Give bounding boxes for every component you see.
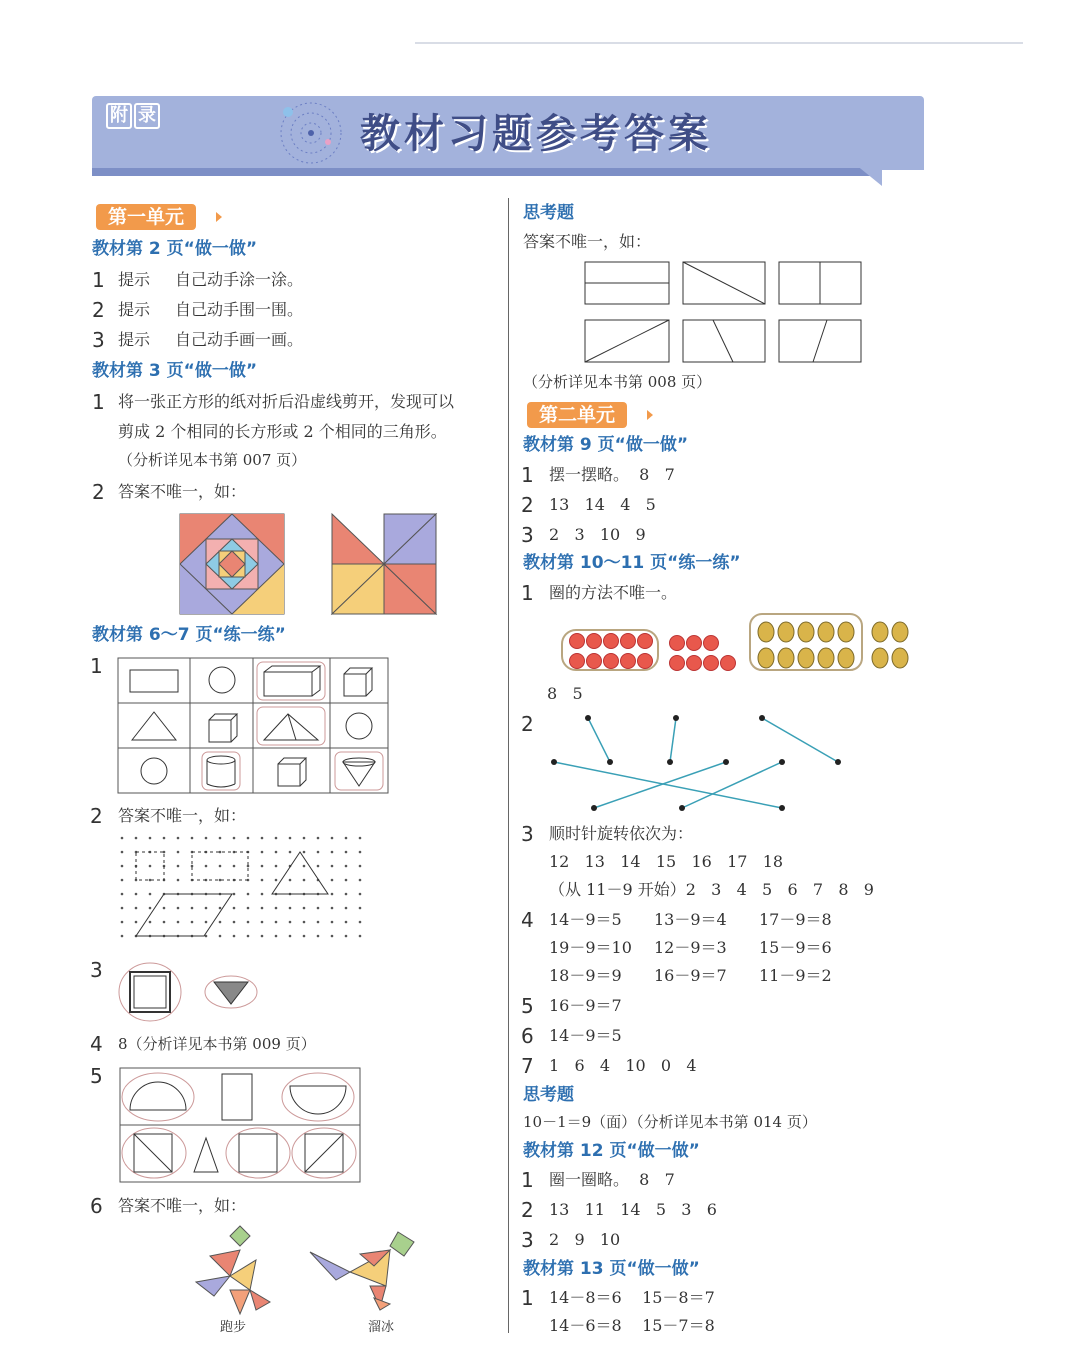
- p12-item-2-text: 13 11 14 5 3 6: [549, 1200, 717, 1219]
- p10-q4-num: 4: [521, 908, 534, 932]
- p10-q4-r1c1: 14－9＝5: [549, 910, 622, 929]
- grid-dot: [121, 921, 124, 924]
- pineapple-icon: [758, 648, 774, 668]
- grid-dot: [345, 935, 348, 938]
- dot-grid-drawings: [120, 836, 360, 948]
- grid-dot: [149, 865, 152, 868]
- apple-icon: [570, 634, 585, 649]
- grid-dot: [247, 865, 250, 868]
- p10-q4-r3c1: 18－9＝9: [549, 966, 622, 985]
- grid-dot: [275, 865, 278, 868]
- apple-icon: [687, 656, 702, 671]
- triangle-pinwheel: [332, 514, 436, 614]
- apple-icon: [621, 634, 636, 649]
- apple-icon: [687, 636, 702, 651]
- column-divider: [508, 198, 509, 1333]
- pineapple-icon: [818, 648, 834, 668]
- banner-shadow: [92, 168, 882, 176]
- heading-p6: 教材第 6～7 页“练一练”: [92, 625, 286, 645]
- grid-dot: [317, 921, 320, 924]
- pineapple-icon: [818, 622, 834, 642]
- p6-q1-num: 1: [90, 654, 103, 678]
- grid-dot: [121, 893, 124, 896]
- grid-dot: [275, 921, 278, 924]
- grid-dot: [289, 879, 292, 882]
- heading-p10: 教材第 10～11 页“练一练”: [523, 553, 741, 573]
- pineapple-icon: [758, 622, 774, 642]
- p10-q6-num: 6: [521, 1024, 534, 1048]
- grid-dot: [219, 851, 222, 854]
- grid-dot: [233, 893, 236, 896]
- grid-dot: [177, 851, 180, 854]
- grid-dot: [135, 893, 138, 896]
- grid-dot: [177, 879, 180, 882]
- grid-dot: [359, 865, 362, 868]
- p2-item-1-num: 1: [92, 268, 105, 292]
- grid-dot: [331, 851, 334, 854]
- p10-q2-num: 2: [521, 712, 534, 736]
- grid-dot: [359, 837, 362, 840]
- rectangle-division-examples: [583, 260, 867, 366]
- grid-dot: [191, 907, 194, 910]
- p10-q4-r2c2: 12－9＝3: [654, 938, 727, 957]
- grid-dot: [233, 865, 236, 868]
- grid-dot: [303, 921, 306, 924]
- grid-dot: [275, 879, 278, 882]
- p13-q1-line2: 14－6＝8 15－7＝8: [549, 1316, 715, 1335]
- p2-item-1-text: 自己动手涂一涂。: [175, 270, 304, 289]
- p6-q4-text: 8（分析详见本书第 009 页）: [118, 1035, 316, 1053]
- pineapple-icon: [798, 622, 814, 642]
- pineapple-icon: [778, 648, 794, 668]
- p10-q5-text: 16－9＝7: [549, 996, 622, 1015]
- grid-dot: [149, 893, 152, 896]
- apple-icon: [587, 654, 602, 669]
- grid-dot: [163, 907, 166, 910]
- grid-dot: [233, 921, 236, 924]
- p12-item-2-num: 2: [521, 1198, 534, 1222]
- think-1-text: 答案不唯一，如：: [523, 232, 652, 251]
- grid-dot: [261, 907, 264, 910]
- grid-dot: [121, 879, 124, 882]
- p10-q4-r1c2: 13－9＝4: [654, 910, 727, 929]
- p3-q1-num: 1: [92, 390, 105, 414]
- heading-p3: 教材第 3 页“做一做”: [92, 361, 258, 381]
- grid-dot: [303, 837, 306, 840]
- p10-q1-answer: 8 5: [547, 684, 583, 703]
- grid-dot: [303, 879, 306, 882]
- grid-dot: [121, 907, 124, 910]
- grid-dot: [345, 879, 348, 882]
- p9-item-2-text: 13 14 4 5: [549, 495, 656, 514]
- pineapple-icon: [892, 648, 908, 668]
- grid-dot: [261, 893, 264, 896]
- p12-item-3-text: 2 9 10: [549, 1230, 621, 1249]
- pineapple-icon: [892, 622, 908, 642]
- grid-dot: [163, 851, 166, 854]
- grid-dot: [247, 935, 250, 938]
- grid-dot: [331, 921, 334, 924]
- orbit-icon: [276, 98, 346, 168]
- heading-think-1: 思考题: [523, 203, 574, 223]
- p2-item-1-label: 提示: [118, 270, 151, 289]
- heading-think-2: 思考题: [523, 1085, 574, 1105]
- apple-icon: [604, 654, 619, 669]
- grid-dot: [345, 921, 348, 924]
- p6-q5-num: 5: [90, 1064, 103, 1088]
- unit-2-arrow: [647, 410, 653, 420]
- grid-dot: [135, 907, 138, 910]
- appendix-label: [106, 103, 160, 129]
- apple-icon: [670, 636, 685, 651]
- grid-dot: [149, 879, 152, 882]
- grid-dot: [317, 851, 320, 854]
- grid-dot: [177, 921, 180, 924]
- p6-q6-text: 答案不唯一，如：: [118, 1196, 247, 1215]
- grid-dot: [121, 837, 124, 840]
- p2-item-3-label: 提示: [118, 330, 151, 349]
- apple-icon: [621, 654, 636, 669]
- grid-dot: [345, 851, 348, 854]
- unit-1-tag: 第一单元: [96, 204, 196, 230]
- p6-q2-num: 2: [90, 804, 103, 828]
- p2-item-2-num: 2: [92, 298, 105, 322]
- p10-q7-num: 7: [521, 1054, 534, 1078]
- grid-dot: [289, 851, 292, 854]
- p10-q4-r1c3: 17－9＝8: [759, 910, 832, 929]
- grid-dot: [219, 837, 222, 840]
- heading-p13: 教材第 13 页“做一做”: [523, 1259, 700, 1279]
- grid-dot: [205, 907, 208, 910]
- grid-dot: [149, 921, 152, 924]
- p12-item-1-num: 1: [521, 1168, 534, 1192]
- grid-dot: [275, 907, 278, 910]
- grid-dot: [247, 837, 250, 840]
- circled-shapes: [118, 962, 268, 1022]
- grid-dot: [289, 935, 292, 938]
- p13-q1-num: 1: [521, 1286, 534, 1310]
- p3-q1-line2: 剪成 2 个相同的长方形或 2 个相同的三角形。: [118, 422, 447, 441]
- banner-tip: [850, 160, 882, 186]
- p2-item-2-text: 自己动手围一围。: [175, 300, 304, 319]
- grid-dot: [275, 935, 278, 938]
- p13-q1-line1: 14－8＝6 15－8＝7: [549, 1288, 715, 1307]
- grid-dot: [359, 907, 362, 910]
- p12-item-1-text: 圈一圈略。 8 7: [549, 1170, 675, 1189]
- grid-dot: [247, 921, 250, 924]
- grid-dot: [205, 921, 208, 924]
- grid-dot: [149, 837, 152, 840]
- p10-q6-text: 14－9＝5: [549, 1026, 622, 1045]
- grid-dot: [247, 907, 250, 910]
- grid-dot: [359, 935, 362, 938]
- grid-dot: [163, 921, 166, 924]
- apple-icon: [638, 654, 653, 669]
- p2-item-3-text: 自己动手画一画。: [175, 330, 304, 349]
- grid-dot: [135, 921, 138, 924]
- grid-dot: [219, 879, 222, 882]
- grid-dot: [261, 865, 264, 868]
- grid-dot: [149, 907, 152, 910]
- apple-icon: [604, 634, 619, 649]
- p3-q2-text: 答案不唯一，如：: [118, 482, 247, 501]
- p2-item-3-num: 3: [92, 328, 105, 352]
- grid-dot: [233, 907, 236, 910]
- grid-dot: [345, 865, 348, 868]
- apple-icon: [670, 656, 685, 671]
- appendix-char-1: 附: [106, 103, 132, 129]
- p10-q1-text: 圈的方法不唯一。: [549, 583, 678, 602]
- heading-p12: 教材第 12 页“做一做”: [523, 1141, 700, 1161]
- grid-dot: [317, 865, 320, 868]
- p10-q3-text: 顺时针旋转依次为：: [549, 824, 694, 843]
- apple-icon: [587, 634, 602, 649]
- grid-dot: [303, 851, 306, 854]
- grid-dot: [191, 865, 194, 868]
- p10-q4-r2c1: 19－9＝10: [549, 938, 632, 957]
- page-title: 教材习题参考答案: [360, 111, 712, 157]
- top-rule: [415, 42, 1023, 44]
- unit-1-arrow: [216, 212, 222, 222]
- apple-icon: [638, 634, 653, 649]
- shape-classification-grid: [118, 658, 388, 793]
- p9-item-1-text: 摆一摆略。 8 7: [549, 465, 675, 484]
- unit-2-tag: 第二单元: [527, 402, 627, 428]
- grid-dot: [205, 837, 208, 840]
- grid-dot: [289, 907, 292, 910]
- p6-q4-num: 4: [90, 1032, 103, 1056]
- p10-q4-r3c3: 11－9＝2: [759, 966, 832, 985]
- p9-item-1-num: 1: [521, 463, 534, 487]
- grid-dot: [135, 837, 138, 840]
- p10-q7-text: 1 6 4 10 0 4: [549, 1056, 697, 1075]
- tangram-skater: [310, 1230, 420, 1310]
- grid-dot: [331, 879, 334, 882]
- grid-dot: [261, 935, 264, 938]
- tangram-label-running: 跑步: [220, 1320, 247, 1335]
- grid-dot: [177, 837, 180, 840]
- grid-dot: [345, 837, 348, 840]
- p3-q2-num: 2: [92, 480, 105, 504]
- grid-dot: [121, 935, 124, 938]
- grid-dot: [359, 851, 362, 854]
- pineapple-icon: [872, 648, 888, 668]
- grid-dot: [233, 935, 236, 938]
- grid-dot: [303, 935, 306, 938]
- tangram-label-skating: 溜冰: [368, 1320, 395, 1335]
- grid-dot: [275, 851, 278, 854]
- grid-dot: [331, 907, 334, 910]
- grid-dot: [317, 837, 320, 840]
- heading-p9: 教材第 9 页“做一做”: [523, 435, 689, 455]
- grid-dot: [247, 893, 250, 896]
- p9-item-3-num: 3: [521, 523, 534, 547]
- grid-dot: [331, 935, 334, 938]
- p9-item-2-num: 2: [521, 493, 534, 517]
- p10-q3-line2: （从 11－9 开始）2 3 4 5 6 7 8 9: [549, 880, 874, 899]
- grid-dot: [261, 851, 264, 854]
- appendix-char-2: 录: [134, 103, 160, 129]
- grid-dot: [163, 837, 166, 840]
- tangram-runner: [190, 1226, 280, 1316]
- p6-q6-num: 6: [90, 1194, 103, 1218]
- grid-dot: [261, 837, 264, 840]
- halves-matching-grid: [120, 1068, 360, 1182]
- p10-q5-num: 5: [521, 994, 534, 1018]
- grid-dot: [345, 893, 348, 896]
- heading-p2: 教材第 2 页“做一做”: [92, 239, 258, 259]
- p6-q2-text: 答案不唯一，如：: [118, 806, 247, 825]
- grid-dot: [345, 907, 348, 910]
- grid-dot: [331, 837, 334, 840]
- grid-dot: [261, 879, 264, 882]
- p3-q1-ref: （分析详见本书第 007 页）: [118, 451, 307, 469]
- apple-icon: [721, 656, 736, 671]
- pineapple-icon: [798, 648, 814, 668]
- pineapple-icon: [872, 622, 888, 642]
- think-1-ref: （分析详见本书第 008 页）: [523, 373, 712, 391]
- folded-square-pattern: [180, 514, 284, 614]
- grid-dot: [317, 907, 320, 910]
- grid-dot: [275, 837, 278, 840]
- grid-dot: [331, 865, 334, 868]
- apple-icon: [704, 636, 719, 651]
- grid-dot: [289, 921, 292, 924]
- grid-dot: [359, 879, 362, 882]
- grid-dot: [191, 837, 194, 840]
- p3-q1-line1: 将一张正方形的纸对折后沿虚线剪开，发现可以: [118, 392, 455, 411]
- p12-item-3-num: 3: [521, 1228, 534, 1252]
- think-2-text: 10－1＝9（面）（分析详见本书第 014 页）: [523, 1113, 817, 1131]
- grid-dot: [219, 921, 222, 924]
- grid-dot: [233, 837, 236, 840]
- grid-dot: [191, 921, 194, 924]
- p10-q4-r2c3: 15－9＝6: [759, 938, 832, 957]
- pineapple-icon: [838, 622, 854, 642]
- pineapple-icon: [778, 622, 794, 642]
- grid-dot: [331, 893, 334, 896]
- grid-dot: [303, 865, 306, 868]
- grid-dot: [219, 907, 222, 910]
- p6-q3-num: 3: [90, 958, 103, 982]
- grid-dot: [177, 865, 180, 868]
- apples-and-pineapples-circled: [560, 612, 920, 674]
- pineapple-icon: [838, 648, 854, 668]
- grid-dot: [359, 893, 362, 896]
- p2-item-2-label: 提示: [118, 300, 151, 319]
- apple-icon: [704, 656, 719, 671]
- grid-dot: [261, 921, 264, 924]
- grid-dot: [317, 935, 320, 938]
- grid-dot: [359, 921, 362, 924]
- p10-q1-num: 1: [521, 581, 534, 605]
- p9-item-3-text: 2 3 10 9: [549, 525, 646, 544]
- grid-dot: [289, 837, 292, 840]
- matching-lines: [546, 712, 846, 816]
- grid-dot: [219, 865, 222, 868]
- p10-q4-r3c2: 16－9＝7: [654, 966, 727, 985]
- grid-dot: [177, 907, 180, 910]
- apple-icon: [570, 654, 585, 669]
- p10-q3-line1: 12 13 14 15 16 17 18: [549, 852, 784, 871]
- grid-dot: [121, 865, 124, 868]
- grid-dot: [303, 907, 306, 910]
- grid-dot: [121, 851, 124, 854]
- grid-dot: [205, 865, 208, 868]
- grid-dot: [219, 935, 222, 938]
- p10-q3-num: 3: [521, 822, 534, 846]
